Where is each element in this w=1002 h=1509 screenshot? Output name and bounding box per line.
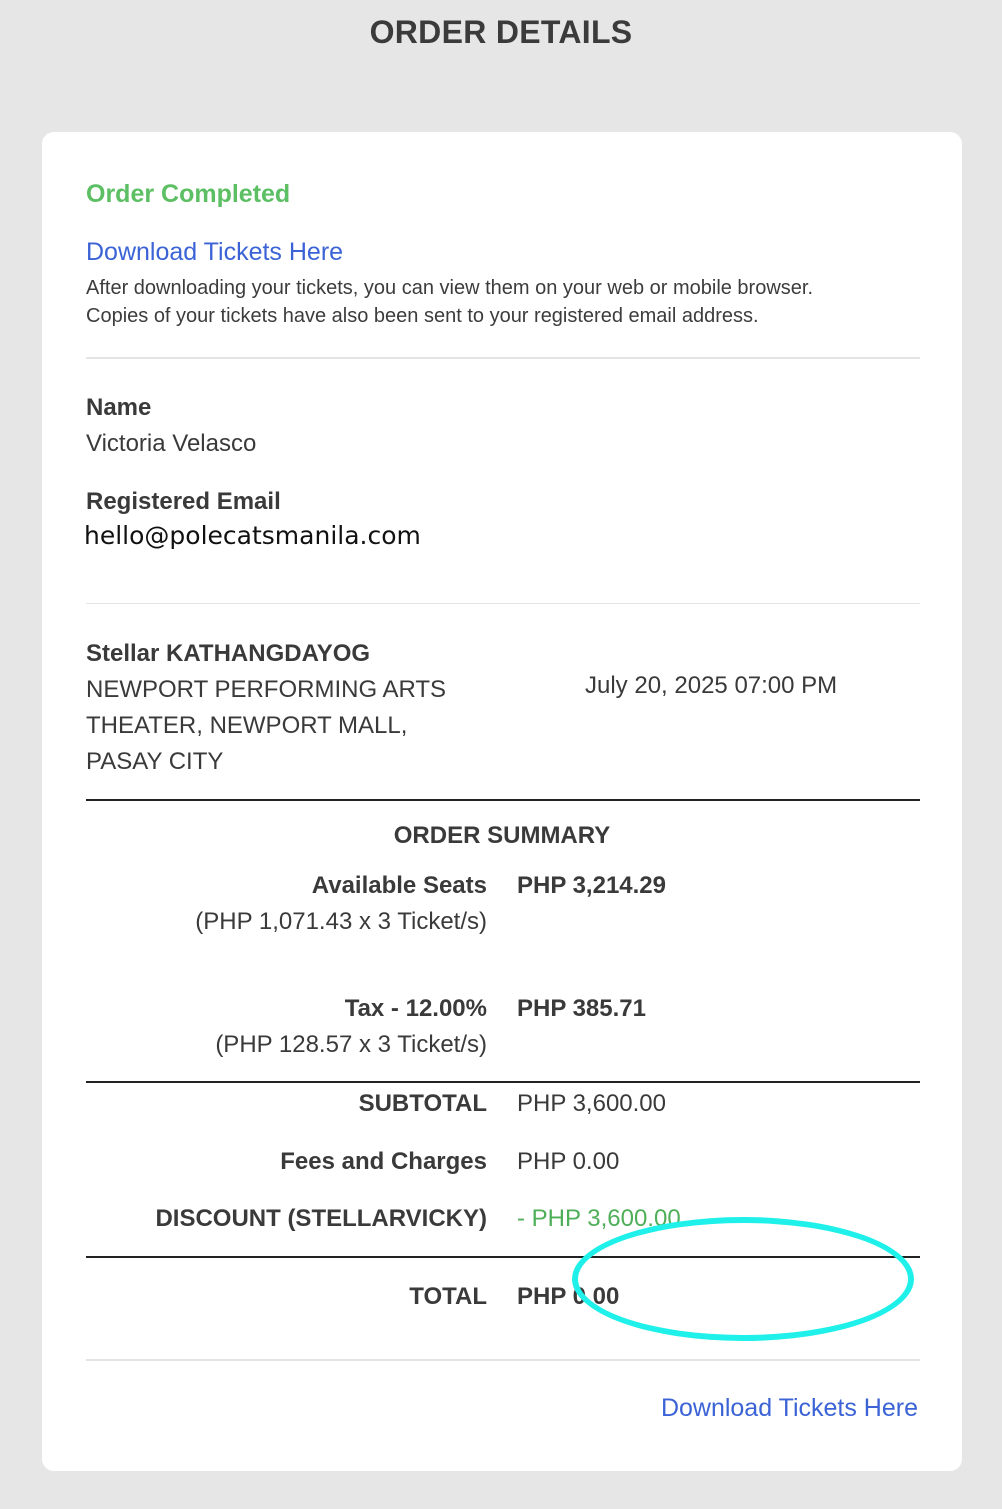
download-tickets-link-top[interactable]: Download Tickets Here: [86, 238, 344, 266]
total-amount: PHP 0.00: [517, 1283, 620, 1310]
total-label: TOTAL: [409, 1283, 487, 1310]
divider: [86, 1081, 920, 1083]
divider: [86, 799, 920, 801]
tax-detail: (PHP 128.57 x 3 Ticket/s): [215, 1031, 487, 1058]
event-title: Stellar KATHANGDAYOG: [86, 640, 371, 667]
event-datetime: July 20, 2025 07:00 PM: [585, 672, 838, 699]
page-title: ORDER DETAILS: [369, 14, 633, 50]
divider: [86, 357, 920, 359]
download-tickets-link-bottom[interactable]: Download Tickets Here: [660, 1394, 918, 1422]
seats-label: Available Seats: [311, 872, 487, 899]
divider: [86, 1359, 920, 1361]
discount-amount: - PHP 3,600.00: [517, 1205, 681, 1232]
download-note-line-1: After downloading your tickets, you can view them on your web or mobile browser.: [86, 277, 814, 299]
fees-amount: PHP 0.00: [517, 1148, 620, 1175]
name-value: Victoria Velasco: [86, 430, 257, 457]
venue-line: NEWPORT PERFORMING ARTS: [86, 676, 447, 703]
subtotal-label: SUBTOTAL: [358, 1090, 487, 1117]
download-note: [86, 274, 916, 330]
event-venue: [86, 672, 486, 780]
order-status: Order Completed: [86, 180, 291, 208]
email-label: Registered Email: [86, 488, 281, 515]
fees-label: Fees and Charges: [280, 1148, 487, 1175]
tax-amount: PHP 385.71: [517, 995, 646, 1022]
divider: [86, 603, 920, 604]
tax-label: Tax - 12.00%: [344, 995, 487, 1022]
order-summary-title: ORDER SUMMARY: [393, 822, 611, 849]
name-label: Name: [86, 394, 152, 421]
subtotal-amount: PHP 3,600.00: [517, 1090, 667, 1117]
seats-amount: PHP 3,214.29: [517, 872, 667, 899]
email-value: hello@polecatsmanila.com: [84, 521, 421, 550]
discount-label: DISCOUNT (STELLARVICKY): [155, 1205, 487, 1232]
download-note-line-2: Copies of your tickets have also been sent to your registered email address.: [86, 305, 759, 327]
venue-line: PASAY CITY: [86, 748, 224, 775]
venue-line: THEATER, NEWPORT MALL,: [86, 712, 408, 739]
highlight-circle: [572, 1217, 914, 1341]
seats-detail: (PHP 1,071.43 x 3 Ticket/s): [195, 908, 487, 935]
